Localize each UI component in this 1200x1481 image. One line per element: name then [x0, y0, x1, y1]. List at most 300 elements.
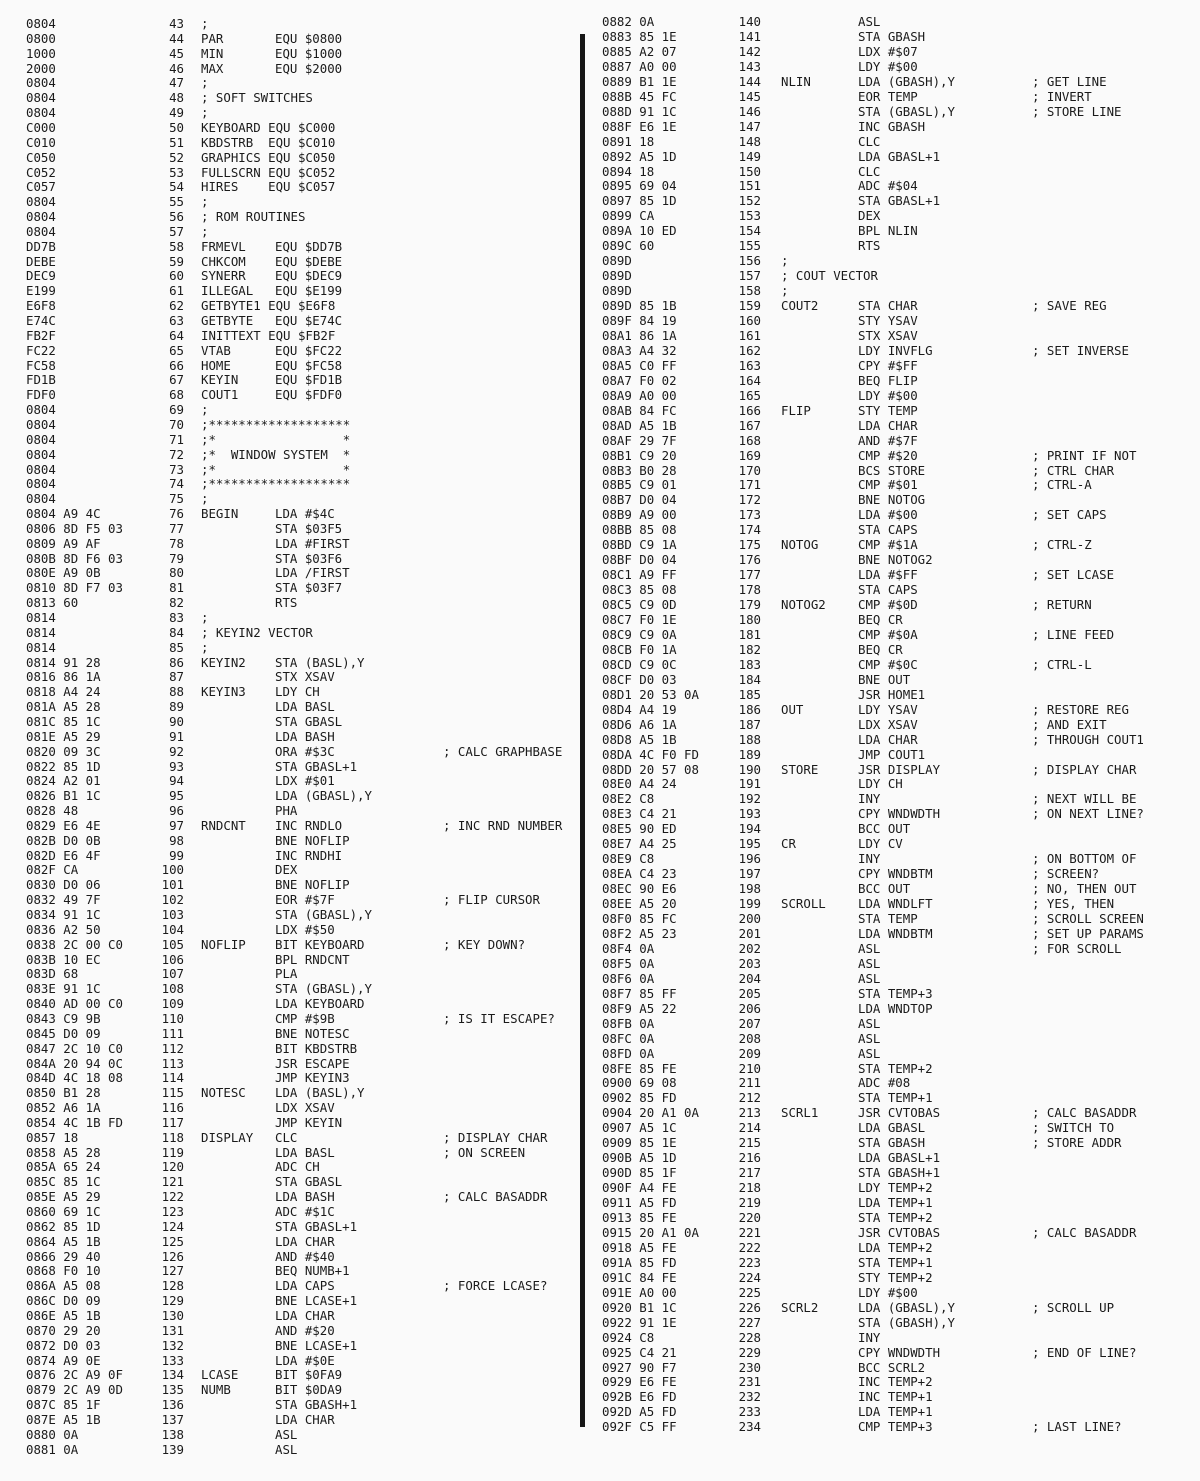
- object-code: 08B1 C9 20: [602, 447, 677, 463]
- listing-line: [0, 1263, 580, 1278]
- object-code: 08E3 C4 21: [602, 806, 677, 822]
- line-number: 107: [161, 966, 184, 982]
- listing-line: [0, 922, 580, 937]
- line-number: 94: [169, 773, 184, 789]
- instruction: AND #$7F: [858, 432, 918, 448]
- listing-line: [592, 1374, 1200, 1389]
- line-number: 110: [161, 1010, 184, 1026]
- instruction: LDA (BASL),Y: [275, 1085, 365, 1101]
- instruction: CPY WNDBTM: [858, 866, 933, 882]
- listing-line: [592, 1315, 1200, 1330]
- object-code: 089C 60: [602, 238, 655, 254]
- object-code: 08C9 C9 0A: [602, 626, 677, 642]
- listing-line: [0, 31, 580, 46]
- object-code: 0882 0A: [602, 14, 655, 29]
- line-number: 137: [161, 1411, 184, 1427]
- object-code: 0804: [26, 476, 56, 492]
- label: KEYIN: [201, 372, 239, 388]
- label: SCRL2: [781, 1299, 819, 1315]
- instruction: JMP COUT1: [858, 746, 926, 762]
- instruction: BCS STORE: [858, 462, 926, 478]
- listing-line: [0, 328, 580, 343]
- label: ; ROM ROUTINES: [201, 209, 306, 225]
- listing-line: [0, 848, 580, 863]
- line-number: 55: [169, 194, 184, 210]
- listing-line: [0, 432, 580, 447]
- line-number: 222: [738, 1239, 761, 1255]
- object-code: 08E5 90 ED: [602, 821, 677, 837]
- instruction: STA TEMP+1: [858, 1254, 933, 1270]
- listing-line: [592, 1285, 1200, 1300]
- line-number: 90: [169, 713, 184, 729]
- object-code: 0804: [26, 90, 56, 106]
- object-code: 0804: [26, 491, 56, 507]
- listing-line: [592, 388, 1200, 403]
- listing-line: [592, 1150, 1200, 1165]
- line-number: 130: [161, 1307, 184, 1323]
- line-number: 138: [161, 1426, 184, 1442]
- listing-line: [592, 448, 1200, 463]
- line-number: 187: [738, 716, 761, 732]
- object-code: FC58: [26, 357, 56, 373]
- object-code: 08CB F0 1A: [602, 641, 677, 657]
- line-number: 145: [738, 88, 761, 104]
- listing-line: [592, 1404, 1200, 1419]
- listing-line: [0, 402, 580, 417]
- object-code: 0860 69 1C: [26, 1204, 101, 1219]
- listing-line: [0, 803, 580, 818]
- object-code: 0900 69 08: [602, 1075, 677, 1091]
- line-number: 109: [161, 996, 184, 1012]
- object-code: 0899 CA: [602, 208, 655, 224]
- object-code: 0868 F0 10: [26, 1263, 101, 1279]
- instruction: STX XSAV: [275, 669, 335, 685]
- object-code: 086E A5 1B: [26, 1307, 101, 1323]
- comment: ; SET UP PARAMS: [1032, 925, 1144, 941]
- instruction: LDA #$4C: [275, 506, 335, 522]
- line-number: 53: [169, 164, 184, 180]
- object-code: 086A A5 08: [26, 1278, 101, 1294]
- listing-line: [592, 343, 1200, 358]
- line-number: 150: [738, 163, 761, 179]
- line-number: 197: [738, 866, 761, 882]
- object-code: DEBE: [26, 253, 56, 269]
- listing-line: [592, 1016, 1200, 1031]
- instruction: EOR #$7F: [275, 892, 335, 908]
- comment: ; FORCE LCASE?: [443, 1278, 548, 1294]
- listing-line: [592, 1180, 1200, 1195]
- instruction: STA GBASL: [275, 1174, 343, 1190]
- listing-line: [0, 1115, 580, 1130]
- instruction: LDA #$FF: [858, 567, 918, 583]
- comment: ; THROUGH COUT1: [1032, 731, 1144, 747]
- line-number: 162: [738, 342, 761, 358]
- line-number: 193: [738, 806, 761, 822]
- line-number: 135: [161, 1382, 184, 1398]
- line-number: 113: [161, 1055, 184, 1071]
- object-code: 0904 20 A1 0A: [602, 1105, 699, 1121]
- object-code: E74C: [26, 313, 56, 328]
- label: ;* *: [201, 431, 351, 447]
- listing-line: [592, 283, 1200, 298]
- instruction: STA GBASL: [275, 713, 343, 729]
- line-number: 116: [161, 1100, 184, 1116]
- line-number: 186: [738, 701, 761, 717]
- line-number: 71: [169, 431, 184, 447]
- object-code: 08E2 C8: [602, 791, 655, 807]
- listing-line: [0, 833, 580, 848]
- listing-line: [592, 1105, 1200, 1120]
- listing-line: [592, 1389, 1200, 1404]
- line-number: 77: [169, 520, 184, 536]
- object-code: 0804: [26, 75, 56, 91]
- listing-line: [592, 477, 1200, 492]
- object-code: C057: [26, 179, 56, 195]
- instruction: STA TEMP+3: [858, 985, 933, 1001]
- listing-line: [592, 537, 1200, 552]
- listing-line: [592, 1001, 1200, 1016]
- object-code: 08B9 A9 00: [602, 507, 677, 523]
- line-number: 122: [161, 1189, 184, 1205]
- line-number: 54: [169, 179, 184, 195]
- listing-line: [0, 313, 580, 328]
- object-code: 0866 29 40: [26, 1248, 101, 1264]
- instruction: BIT KBDSTRB: [275, 1040, 358, 1056]
- line-number: 101: [161, 877, 184, 893]
- line-number: 205: [738, 985, 761, 1001]
- comment: ; YES, THEN: [1032, 896, 1115, 912]
- listing-line: [0, 937, 580, 952]
- listing-line: [592, 582, 1200, 597]
- instruction: INC GBASH: [858, 118, 926, 134]
- line-number: 74: [169, 476, 184, 492]
- line-number: 183: [738, 656, 761, 672]
- line-number: 196: [738, 851, 761, 867]
- listing-line: [592, 1061, 1200, 1076]
- object-code: 088B 45 FC: [602, 88, 677, 104]
- listing-line: [0, 1026, 580, 1041]
- object-code: 08B3 B0 28: [602, 462, 677, 478]
- instruction: STA TEMP: [858, 911, 918, 926]
- instruction: LDA GBASL: [858, 1120, 926, 1136]
- object-code: DEC9: [26, 268, 56, 284]
- line-number: 119: [161, 1144, 184, 1160]
- listing-line: [0, 1100, 580, 1115]
- object-code: 08E7 A4 25: [602, 836, 677, 852]
- line-number: 79: [169, 550, 184, 566]
- object-code: 08D4 A4 19: [602, 701, 677, 717]
- listing-line: [592, 911, 1200, 926]
- object-code: 08A7 F0 02: [602, 372, 677, 388]
- listing-line: [0, 105, 580, 120]
- instruction: INY: [858, 1329, 881, 1345]
- instruction: STA (BASL),Y: [275, 654, 365, 670]
- instruction: ADC CH: [275, 1159, 320, 1175]
- line-number: 80: [169, 565, 184, 581]
- object-code: 0829 E6 4E: [26, 817, 101, 833]
- comment: ; SCROLL UP: [1032, 1299, 1115, 1315]
- line-number: 63: [169, 313, 184, 328]
- object-code: 0876 2C A9 0F: [26, 1367, 123, 1383]
- object-code: 08FB 0A: [602, 1015, 655, 1031]
- line-number: 192: [738, 791, 761, 807]
- instruction: ASL: [858, 14, 881, 29]
- line-number: 227: [738, 1314, 761, 1330]
- listing-line: [592, 1330, 1200, 1345]
- line-number: 102: [161, 892, 184, 908]
- object-code: 08C3 85 08: [602, 582, 677, 598]
- listing-line: [0, 595, 580, 610]
- instruction: STY TEMP: [858, 402, 918, 418]
- listing-line: [592, 268, 1200, 283]
- label: KEYIN3: [201, 684, 246, 700]
- line-number: 172: [738, 492, 761, 508]
- label: NOTOG: [781, 537, 819, 553]
- line-number: 44: [169, 30, 184, 46]
- comment: ; NO, THEN OUT: [1032, 881, 1137, 897]
- object-code: 08FD 0A: [602, 1045, 655, 1061]
- listing-line: [0, 773, 580, 788]
- listing-line: [0, 655, 580, 670]
- line-number: 72: [169, 446, 184, 462]
- line-number: 189: [738, 746, 761, 762]
- object-code: 08AF 29 7F: [602, 432, 677, 448]
- instruction: CPY WNDWDTH: [858, 1344, 941, 1360]
- listing-line: [592, 238, 1200, 253]
- instruction: LDA TEMP+2: [858, 1239, 933, 1255]
- listing-line: [592, 1165, 1200, 1180]
- line-number: 201: [738, 925, 761, 941]
- object-code: 0814: [26, 624, 56, 640]
- line-number: 87: [169, 669, 184, 685]
- listing-line: [0, 1041, 580, 1056]
- instruction: EQU $1000: [275, 45, 343, 61]
- object-code: 092F C5 FF: [602, 1419, 677, 1435]
- line-number: 156: [738, 253, 761, 269]
- object-code: 08BD C9 1A: [602, 537, 677, 553]
- instruction: LDA TEMP+1: [858, 1195, 933, 1211]
- instruction: STA $03F6: [275, 550, 343, 566]
- object-code: 0922 91 1E: [602, 1314, 677, 1330]
- listing-line: [0, 1308, 580, 1323]
- listing-line: [0, 551, 580, 566]
- line-number: 224: [738, 1269, 761, 1285]
- object-code: 081C 85 1C: [26, 713, 101, 729]
- object-code: 08BF D0 04: [602, 552, 677, 568]
- listing-line: [592, 1270, 1200, 1285]
- label: NOTESC: [201, 1085, 246, 1101]
- instruction: EQU $FC58: [275, 357, 343, 373]
- line-number: 167: [738, 417, 761, 433]
- comment: ; ON NEXT LINE?: [1032, 806, 1144, 822]
- instruction: STA CHAR: [858, 298, 918, 314]
- line-number: 185: [738, 686, 761, 702]
- instruction: BIT KEYBOARD: [275, 936, 365, 952]
- line-number: 232: [738, 1389, 761, 1405]
- line-number: 136: [161, 1397, 184, 1413]
- object-code: 083B 10 EC: [26, 951, 101, 967]
- listing-line: [592, 881, 1200, 896]
- line-number: 51: [169, 134, 184, 150]
- instruction: STA GBASH: [858, 28, 926, 44]
- instruction: CPY #$FF: [858, 357, 918, 373]
- instruction: LDA WNDBTM: [858, 925, 933, 941]
- line-number: 118: [161, 1129, 184, 1145]
- line-number: 57: [169, 223, 184, 239]
- line-number: 198: [738, 881, 761, 897]
- comment: ; INC RND NUMBER: [443, 817, 563, 833]
- object-code: 08C7 F0 1E: [602, 612, 677, 627]
- listing-line: [592, 59, 1200, 74]
- line-number: 43: [169, 16, 184, 31]
- line-number: 86: [169, 654, 184, 670]
- instruction: STA GBASH: [858, 1135, 926, 1151]
- object-code: 089D: [602, 268, 632, 284]
- label: ; KEYIN2 VECTOR: [201, 624, 313, 640]
- object-code: 08F2 A5 23: [602, 925, 677, 941]
- object-code: 08EE A5 20: [602, 896, 677, 912]
- comment: ; CTRL-Z: [1032, 537, 1092, 553]
- listing-line: [0, 952, 580, 967]
- line-number: 124: [161, 1218, 184, 1234]
- line-number: 56: [169, 209, 184, 225]
- object-code: 0814: [26, 610, 56, 625]
- listing-line: [0, 1367, 580, 1382]
- line-number: 65: [169, 342, 184, 358]
- line-number: 123: [161, 1204, 184, 1219]
- line-number: 66: [169, 357, 184, 373]
- object-code: 091E A0 00: [602, 1284, 677, 1300]
- object-code: 08D8 A5 1B: [602, 731, 677, 747]
- object-code: 0826 B1 1C: [26, 788, 101, 804]
- listing-line: [0, 1056, 580, 1071]
- comment: ; SCREEN?: [1032, 866, 1100, 882]
- instruction: ASL: [858, 1045, 881, 1061]
- line-number: 154: [738, 223, 761, 239]
- listing-line: [0, 1159, 580, 1174]
- object-code: 08B7 D0 04: [602, 492, 677, 508]
- comment: ; FLIP CURSOR: [443, 892, 540, 908]
- line-number: 217: [738, 1165, 761, 1181]
- object-code: 089D: [602, 253, 632, 269]
- comment: ; SET INVERSE: [1032, 342, 1129, 358]
- listing-line: [0, 1189, 580, 1204]
- line-number: 171: [738, 477, 761, 493]
- object-code: 0929 E6 FE: [602, 1374, 677, 1390]
- instruction: JSR DISPLAY: [858, 761, 941, 777]
- object-code: 08DD 20 57 08: [602, 761, 699, 777]
- instruction: STA (GBASH),Y: [858, 1314, 955, 1330]
- line-number: 160: [738, 313, 761, 328]
- instruction: ADC #$04: [858, 178, 918, 194]
- instruction: LDA (GBASL),Y: [858, 1299, 955, 1315]
- instruction: EQU $E199: [275, 283, 343, 299]
- listing-line: [0, 714, 580, 729]
- listing-line: [592, 717, 1200, 732]
- object-code: 0927 90 F7: [602, 1359, 677, 1375]
- line-number: 141: [738, 28, 761, 44]
- instruction: BCC SCRL2: [858, 1359, 926, 1375]
- line-number: 127: [161, 1263, 184, 1279]
- listing-line: [592, 776, 1200, 791]
- instruction: BPL RNDCNT: [275, 951, 350, 967]
- listing-line: [592, 941, 1200, 956]
- object-code: 08FE 85 FE: [602, 1060, 677, 1076]
- object-code: E199: [26, 283, 56, 299]
- comment: ; RESTORE REG: [1032, 701, 1129, 717]
- listing-line: [592, 208, 1200, 223]
- instruction: ASL: [858, 970, 881, 986]
- listing-line: [592, 1120, 1200, 1135]
- listing-line: [0, 1249, 580, 1264]
- instruction: STA GBASH+1: [858, 1165, 941, 1181]
- object-code: 0843 C9 9B: [26, 1010, 101, 1026]
- instruction: INY: [858, 791, 881, 807]
- instruction: BEQ NUMB+1: [275, 1263, 350, 1279]
- listing-line: [0, 1219, 580, 1234]
- instruction: LDA GBASL+1: [858, 148, 941, 164]
- label: INITTEXT EQU $FB2F: [201, 327, 336, 343]
- instruction: STA TEMP+2: [858, 1210, 933, 1225]
- instruction: LDX XSAV: [275, 1100, 335, 1116]
- label: ;: [201, 402, 209, 418]
- object-code: 2000: [26, 60, 56, 76]
- line-number: 152: [738, 193, 761, 209]
- line-number: 178: [738, 582, 761, 598]
- instruction: JSR CVTOBAS: [858, 1105, 941, 1121]
- comment: ; SAVE REG: [1032, 298, 1107, 314]
- object-code: 088F E6 1E: [602, 118, 677, 134]
- listing-line: [0, 966, 580, 981]
- instruction: EQU $DEC9: [275, 268, 343, 284]
- listing-line: [592, 1046, 1200, 1061]
- listing-line: [592, 253, 1200, 268]
- object-code: 08F6 0A: [602, 970, 655, 986]
- object-code: 086C D0 09: [26, 1293, 101, 1309]
- instruction: CPY WNDWDTH: [858, 806, 941, 822]
- listing-line: [0, 417, 580, 432]
- listing-line: [0, 1323, 580, 1338]
- instruction: STA GBASH+1: [275, 1397, 358, 1413]
- listing-line: [592, 971, 1200, 986]
- instruction: LDA BASH: [275, 1189, 335, 1205]
- label: NUMB: [201, 1382, 231, 1398]
- line-number: 133: [161, 1352, 184, 1368]
- listing-line: [0, 744, 580, 759]
- object-code: 08A3 A4 32: [602, 342, 677, 358]
- listing-line: [592, 1300, 1200, 1315]
- instruction: BNE LCASE+1: [275, 1293, 358, 1309]
- comment: ; INVERT: [1032, 88, 1092, 104]
- line-number: 207: [738, 1015, 761, 1031]
- listing-line: [592, 762, 1200, 777]
- label: MIN: [201, 45, 224, 61]
- listing-line: [0, 16, 580, 31]
- listing-column-right: [592, 0, 1200, 1481]
- instruction: STA $03F5: [275, 520, 343, 536]
- comment: ; CALC BASADDR: [1032, 1224, 1137, 1240]
- line-number: 99: [169, 847, 184, 863]
- listing-line: [592, 747, 1200, 762]
- listing-line: [0, 1353, 580, 1368]
- instruction: CMP #$0A: [858, 626, 918, 642]
- listing-line: [0, 387, 580, 402]
- listing-line: [0, 254, 580, 269]
- listing-line: [592, 14, 1200, 29]
- object-code: 0818 A4 24: [26, 684, 101, 700]
- object-code: 08C5 C9 0D: [602, 597, 677, 613]
- object-code: 0816 86 1A: [26, 669, 101, 685]
